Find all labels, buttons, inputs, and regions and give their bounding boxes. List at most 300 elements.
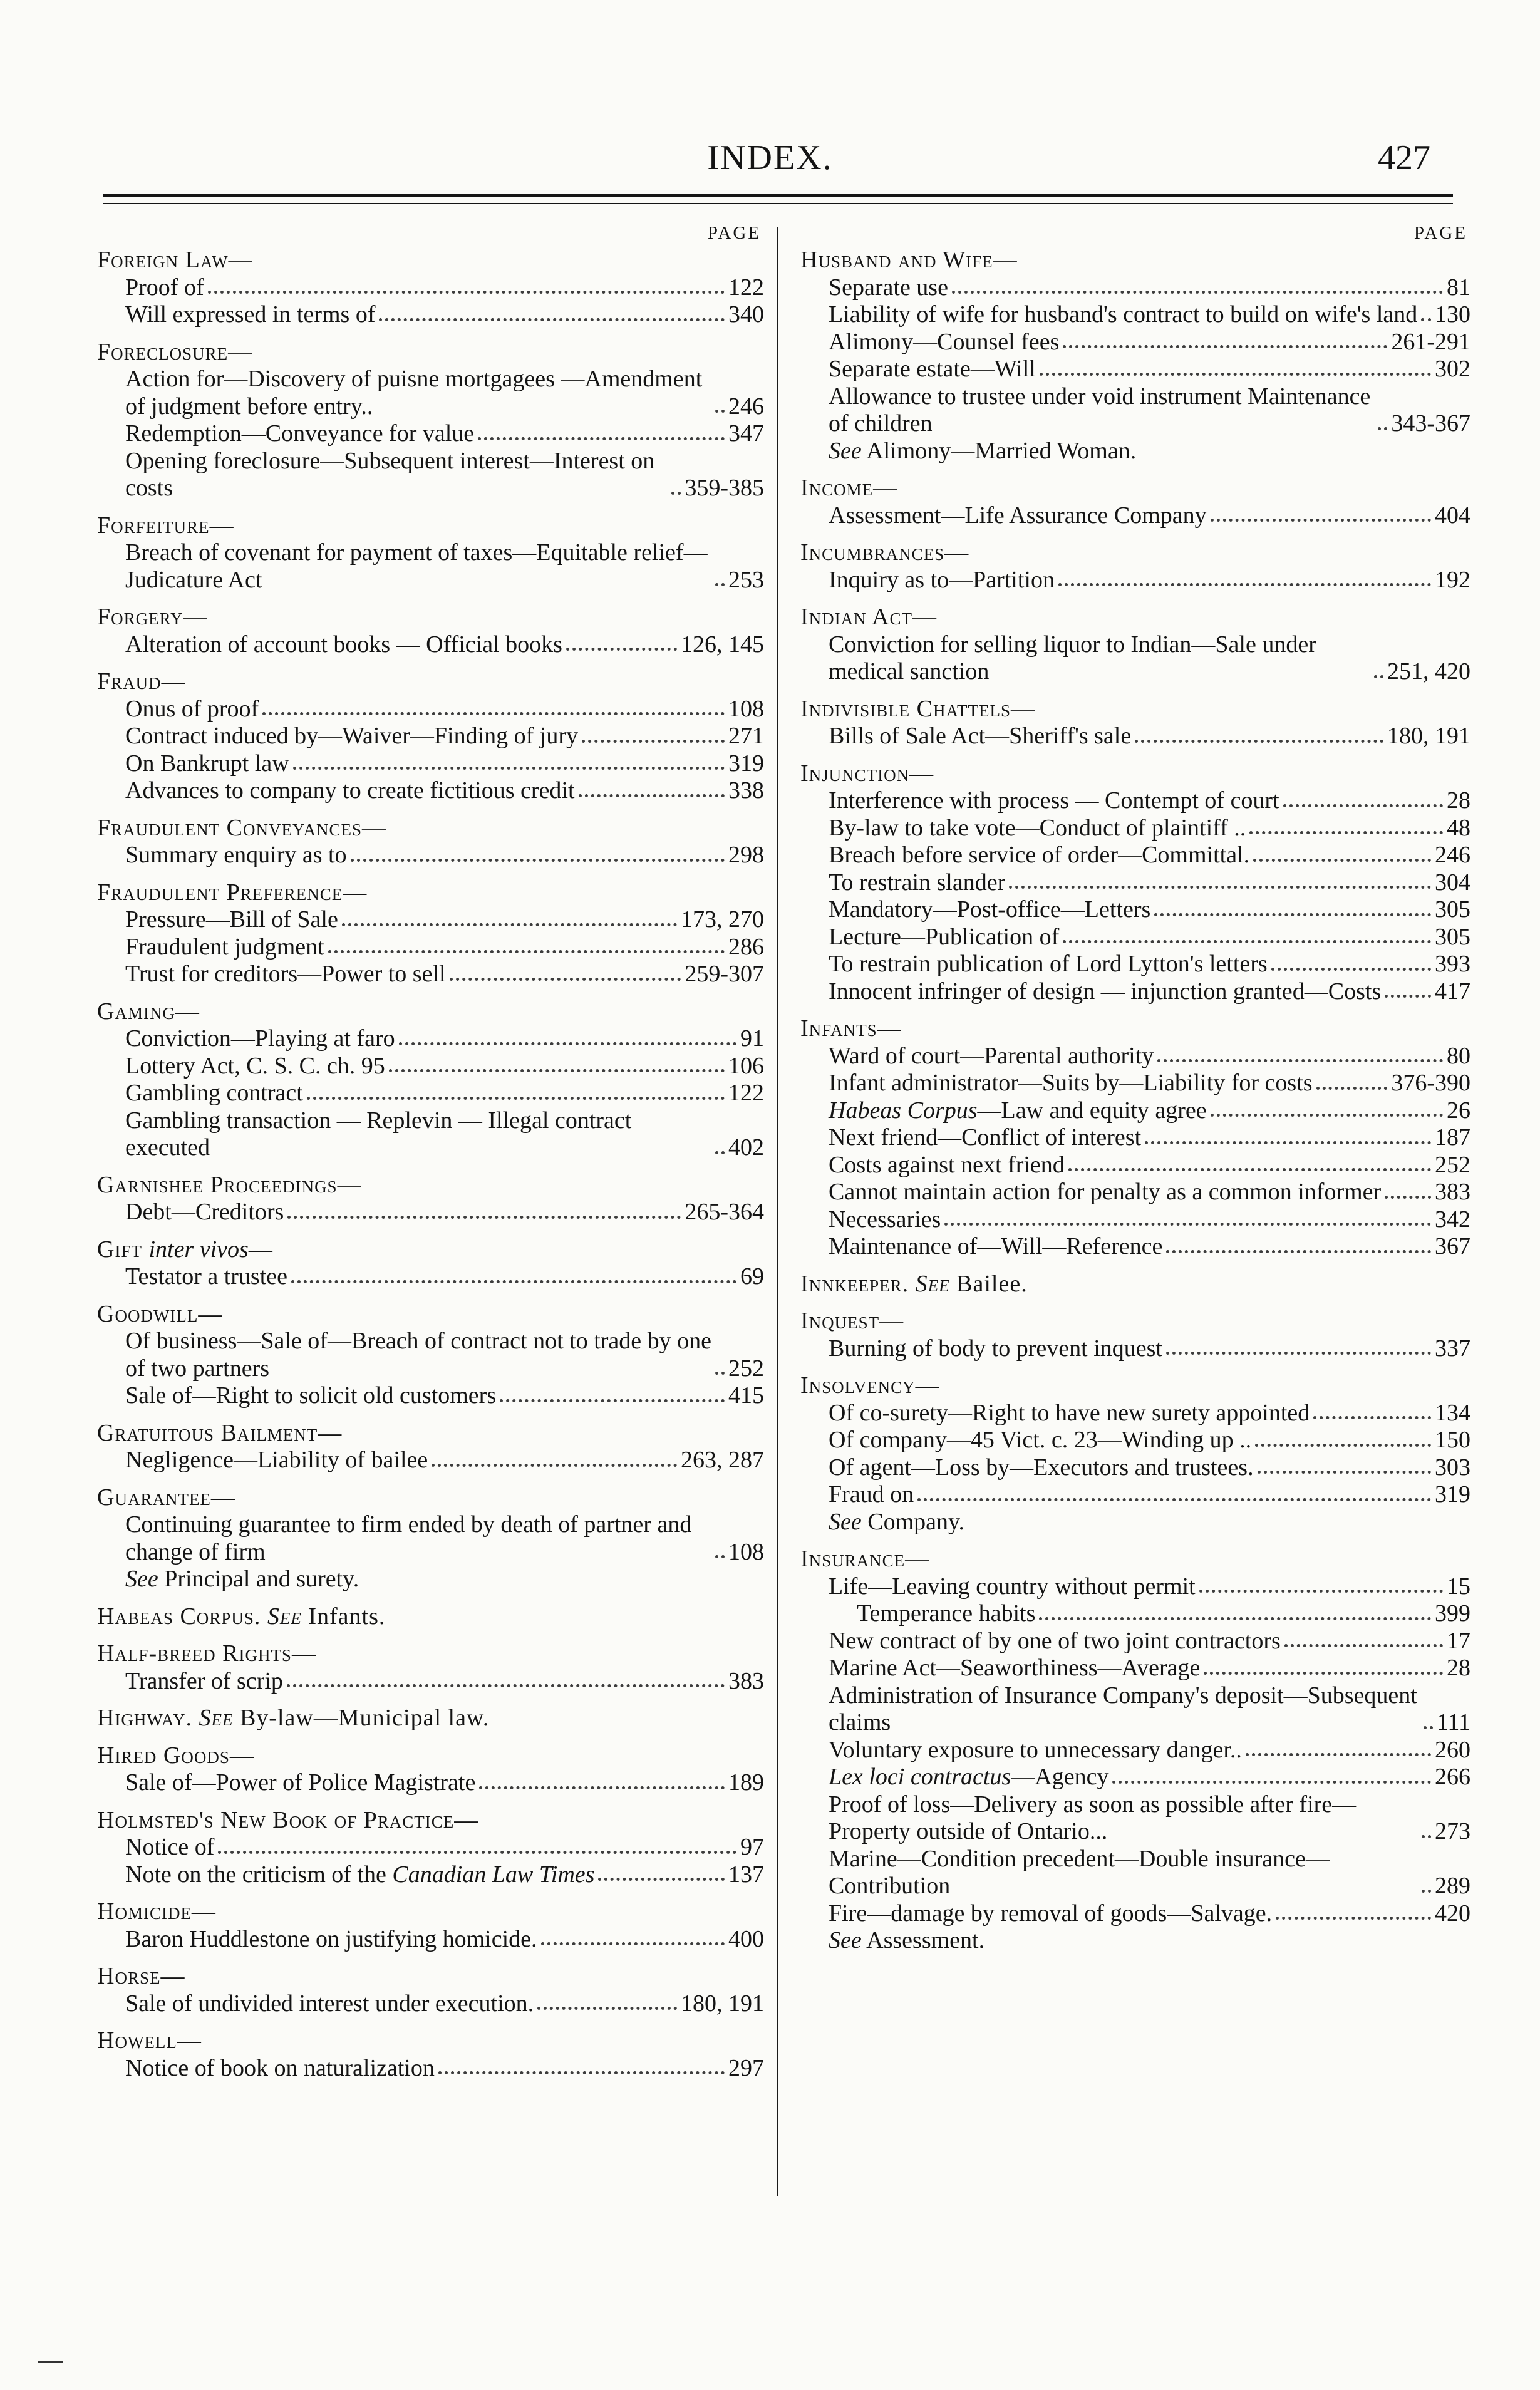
page-reference: 359-385 xyxy=(685,475,764,501)
dot-leader xyxy=(1276,1917,1431,1920)
dot-leader xyxy=(1246,1753,1431,1756)
dot-leader xyxy=(715,1151,725,1154)
page-reference: 271 xyxy=(728,723,764,749)
sub-entry-text xyxy=(829,356,1036,383)
sub-entry-text-part: Of company—45 Vict. c. 23—Winding up .. xyxy=(829,1427,1252,1453)
page-reference: 91 xyxy=(740,1025,764,1052)
index-entry xyxy=(97,1640,764,1695)
page-reference: 337 xyxy=(1435,1335,1470,1362)
index-entry xyxy=(800,247,1470,465)
sub-entry-text xyxy=(125,1447,428,1474)
sub-entry-text-part: Contract induced by—Waiver—Finding of jury xyxy=(125,723,579,749)
entry-heading xyxy=(97,1963,764,1990)
sub-entry-text xyxy=(829,842,1249,869)
sub-entry-text-part: Sale of—Power of Police Magistrate xyxy=(125,1769,476,1796)
page-reference: 106 xyxy=(728,1052,764,1079)
sub-entry-text-part: Assessment. xyxy=(866,1927,985,1953)
sub-entry-text xyxy=(829,567,1055,594)
page-reference: 17 xyxy=(1447,1627,1470,1654)
sub-entry-text-part: Lottery Act, C. S. C. ch. 95 xyxy=(125,1052,385,1079)
dot-leader xyxy=(1258,1471,1431,1474)
page-reference: 404 xyxy=(1435,502,1470,529)
sub-entry-text-part: —Agency xyxy=(1011,1764,1109,1790)
sub-entry-text-part: Interference with process — Contempt of court xyxy=(829,787,1279,814)
page-column-label: PAGE xyxy=(707,223,761,243)
entry-heading xyxy=(800,1546,1470,1573)
sub-entry-text xyxy=(125,420,474,448)
sub-entry xyxy=(97,1263,764,1291)
sub-entry-text xyxy=(829,1682,1420,1737)
sub-entry-text-part: Of agent—Loss by—Executors and trustees. xyxy=(829,1454,1254,1481)
dot-leader xyxy=(438,2071,725,2074)
sub-entry xyxy=(97,274,764,302)
index-entry xyxy=(800,604,1470,686)
sub-entry xyxy=(800,1124,1470,1152)
sub-entry xyxy=(800,924,1470,951)
page-reference: 137 xyxy=(728,1861,764,1888)
heading-text: Holmsted's New Book of Practice— xyxy=(97,1806,479,1833)
dot-leader xyxy=(399,1042,736,1045)
dot-leader xyxy=(1145,1141,1431,1144)
dot-leader xyxy=(1255,1444,1431,1447)
index-entry xyxy=(97,1301,764,1410)
index-column-right xyxy=(800,219,1470,1955)
dot-leader xyxy=(500,1399,725,1402)
entry-heading xyxy=(97,2027,764,2055)
page-reference: 304 xyxy=(1435,869,1470,896)
sub-entry-text-part: Fraudulent judgment xyxy=(125,933,324,960)
sub-entry-text xyxy=(829,1427,1251,1454)
heading-text: Fraudulent Preference— xyxy=(97,879,368,906)
heading-text: Hired Goods— xyxy=(97,1742,254,1769)
page-reference: 286 xyxy=(728,933,764,960)
sub-entry-text xyxy=(829,1900,1272,1928)
dot-leader xyxy=(1249,831,1443,834)
heading-text: Guarantee— xyxy=(97,1484,235,1511)
sub-entry-text-part: Cannot maintain action for penalty as a common informer xyxy=(829,1179,1382,1205)
see-reference: See xyxy=(829,1508,862,1535)
dot-leader xyxy=(1157,1059,1443,1062)
sub-entry-text-part: Next friend—Conflict of interest xyxy=(829,1124,1142,1151)
cross-reference-text: Infants. xyxy=(308,1603,386,1630)
dot-leader xyxy=(917,1498,1431,1501)
sub-entry-text-part: Innocent infringer of design — injunction granted—Costs xyxy=(829,978,1382,1005)
heading-text: Insurance— xyxy=(800,1546,930,1572)
sub-entry xyxy=(97,539,764,594)
sub-entry-text xyxy=(829,1097,1207,1125)
sub-entry-text xyxy=(829,723,1131,750)
dot-leader xyxy=(1284,1644,1443,1647)
sub-entry xyxy=(800,502,1470,530)
sub-entry-text xyxy=(125,842,347,869)
sub-entry xyxy=(97,448,764,502)
dot-leader xyxy=(1211,519,1431,522)
page-reference: 342 xyxy=(1435,1206,1470,1233)
sub-entry xyxy=(800,383,1470,438)
page-reference: 393 xyxy=(1435,951,1470,977)
dot-leader xyxy=(1374,675,1383,678)
column-divider xyxy=(777,227,778,2196)
sub-entry xyxy=(97,1199,764,1226)
dot-leader xyxy=(1135,740,1383,743)
entry-heading xyxy=(800,475,1470,502)
sub-entry xyxy=(800,1764,1470,1791)
index-entry xyxy=(97,1236,764,1291)
sub-entry xyxy=(97,1080,764,1107)
sub-entry-text-part: Maintenance of—Will—Reference xyxy=(829,1233,1163,1260)
cross-reference-text: Bailee. xyxy=(956,1270,1028,1297)
sub-entry xyxy=(800,1509,1470,1536)
sub-entry xyxy=(800,438,1470,465)
sub-entry xyxy=(97,631,764,659)
sub-entry-text-part: Advances to company to create fictitious credit xyxy=(125,777,575,804)
sub-entry xyxy=(97,696,764,723)
sub-entry-text-part: Onus of proof xyxy=(125,695,259,722)
index-entry xyxy=(800,1015,1470,1261)
page-reference: 134 xyxy=(1435,1399,1470,1426)
sub-entry-text xyxy=(125,1025,395,1053)
page-reference: 367 xyxy=(1435,1233,1470,1260)
sub-entry-text-part: Alimony—Married Woman. xyxy=(866,437,1137,464)
page-reference: 111 xyxy=(1436,1709,1470,1736)
sub-entry xyxy=(800,842,1470,869)
sub-entry-text xyxy=(829,924,1059,951)
page-reference: 399 xyxy=(1435,1600,1470,1627)
dot-leader xyxy=(537,2007,677,2010)
sub-entry-text xyxy=(829,1400,1310,1427)
page-column-label: PAGE xyxy=(1413,223,1467,243)
heading-text: Foreign Law— xyxy=(97,247,253,273)
sub-entry-text-part: Separate estate—Will xyxy=(829,356,1036,382)
dot-leader xyxy=(291,1280,736,1283)
dot-leader xyxy=(1039,1617,1431,1620)
see-reference: See xyxy=(829,437,862,464)
page-reference: 383 xyxy=(728,1667,764,1694)
sub-entry-text xyxy=(857,1600,1035,1628)
sub-entry-text xyxy=(125,301,375,329)
dot-leader xyxy=(715,1372,725,1375)
print-mark xyxy=(38,2361,63,2363)
sub-entry-text-part: Summary enquiry as to xyxy=(125,842,347,868)
sub-entry-text-part: To restrain publication of Lord Lytton's letters xyxy=(829,951,1268,977)
page-reference: 28 xyxy=(1447,1655,1470,1681)
entry-heading xyxy=(97,339,764,366)
heading-text: Incumbrances— xyxy=(800,539,969,566)
sub-entry-text xyxy=(125,1834,214,1861)
see-reference: See xyxy=(199,1705,234,1731)
index-entry xyxy=(800,760,1470,1006)
sub-entry xyxy=(97,420,764,448)
index-entry xyxy=(800,1372,1470,1536)
page-reference: 187 xyxy=(1435,1124,1470,1151)
sub-entry-text-part: Administration of Insurance Company's deposit—Subsequent claims xyxy=(829,1682,1417,1736)
sub-entry-text-part: Assessment—Life Assurance Company xyxy=(829,502,1207,529)
index-entry xyxy=(800,1308,1470,1362)
entry-heading xyxy=(800,696,1470,723)
sub-entry-text xyxy=(829,896,1150,924)
sub-entry xyxy=(97,1926,764,1953)
dot-leader xyxy=(1385,995,1431,998)
page-reference: 130 xyxy=(1435,301,1470,328)
sub-entry-text xyxy=(829,274,948,302)
sub-entry xyxy=(97,906,764,934)
page-reference: 189 xyxy=(728,1769,764,1796)
dot-leader xyxy=(287,1216,681,1219)
sub-entry xyxy=(800,1927,1470,1955)
sub-entry-text-part: Marine—Condition precedent—Double insurance—Contribution xyxy=(829,1845,1330,1899)
sub-entry-text-part: Opening foreclosure—Subsequent interest—Interest on costs xyxy=(125,447,655,501)
heading-text: Injunction— xyxy=(800,760,934,787)
index-entry xyxy=(97,1742,764,1797)
dot-leader xyxy=(566,648,677,651)
index-entry xyxy=(97,879,764,988)
sub-entry xyxy=(97,1861,764,1889)
sub-entry xyxy=(800,723,1470,750)
page-reference: 108 xyxy=(728,1538,764,1565)
dot-leader xyxy=(379,318,725,321)
sub-entry-text xyxy=(829,1764,1108,1791)
sub-entry-text xyxy=(125,2055,435,2082)
sub-entry-text xyxy=(829,438,1136,465)
sub-entry-text xyxy=(829,815,1246,842)
sub-entry-text-part: Redemption—Conveyance for value xyxy=(125,420,475,447)
dot-leader xyxy=(1385,1196,1431,1199)
page-reference: 319 xyxy=(1435,1481,1470,1508)
entry-heading xyxy=(97,815,764,842)
page-header xyxy=(0,0,1540,188)
sub-entry-text-part: Debt—Creditors xyxy=(125,1199,284,1225)
index-entry xyxy=(97,1705,764,1732)
index-column-left xyxy=(97,219,764,2082)
sub-entry xyxy=(800,567,1470,594)
page-reference: 319 xyxy=(728,750,764,777)
page-reference: 263, 287 xyxy=(681,1447,764,1473)
page-reference: 126, 145 xyxy=(681,631,764,658)
index-entry xyxy=(97,1603,764,1631)
page-reference: 376-390 xyxy=(1391,1070,1470,1096)
dot-leader xyxy=(450,978,681,981)
page-reference: 260 xyxy=(1435,1736,1470,1763)
page-reference: 289 xyxy=(1435,1873,1470,1899)
sub-entry-text xyxy=(829,329,1059,356)
sub-entry-text-part: Notice of book on naturalization xyxy=(125,2054,435,2081)
sub-entry-text xyxy=(125,631,562,659)
sub-entry-text xyxy=(125,366,711,420)
entry-heading xyxy=(97,1484,764,1512)
heading-text: Garnishee Proceedings— xyxy=(97,1171,362,1198)
page-reference: 246 xyxy=(1435,842,1470,868)
sub-entry-text-part: Lecture—Publication of xyxy=(829,923,1060,950)
sub-entry xyxy=(800,1628,1470,1655)
dot-leader xyxy=(1058,583,1431,586)
heading-text: Gift xyxy=(97,1236,149,1263)
dot-leader xyxy=(715,410,725,413)
sub-entry xyxy=(800,1152,1470,1179)
page-reference: 28 xyxy=(1447,787,1470,814)
dot-leader xyxy=(328,950,725,953)
sub-entry xyxy=(97,1511,764,1566)
sub-entry xyxy=(800,1454,1470,1482)
index-entry xyxy=(97,815,764,869)
index-entry xyxy=(97,604,764,658)
dot-leader xyxy=(715,583,725,586)
sub-entry xyxy=(97,1053,764,1080)
index-entry xyxy=(97,1963,764,2017)
heading-text: Fraudulent Conveyances— xyxy=(97,814,386,841)
sub-entry xyxy=(800,815,1470,842)
sub-entry xyxy=(800,1900,1470,1928)
sub-entry xyxy=(97,1668,764,1695)
dot-leader xyxy=(1063,345,1387,348)
heading-text: Innkeeper. xyxy=(800,1270,909,1297)
sub-entry-text-part: Negligence—Liability of bailee xyxy=(125,1447,428,1473)
page-reference: 305 xyxy=(1435,923,1470,950)
entry-heading xyxy=(97,1742,764,1770)
see-reference: See xyxy=(267,1603,302,1630)
page-reference: 302 xyxy=(1435,356,1470,382)
sub-entry-text xyxy=(125,750,289,778)
entry-heading xyxy=(800,760,1470,788)
sub-entry-text-part: Testator a trustee xyxy=(125,1263,288,1290)
heading-text: Gaming— xyxy=(97,998,200,1025)
dot-leader xyxy=(1283,804,1443,807)
sub-entry-text-part: Liability of wife for husband's contract to build on wife's land xyxy=(829,301,1418,328)
dot-leader xyxy=(287,1684,725,1687)
sub-entry-text xyxy=(125,934,324,961)
heading-text: Husband and Wife— xyxy=(800,247,1018,273)
sub-entry-text-part: By-law to take vote—Conduct of plaintiff .. xyxy=(829,814,1246,841)
dot-leader xyxy=(342,923,677,926)
heading-text: Half-breed Rights— xyxy=(97,1640,316,1667)
sub-entry-text-part: Proof of loss—Delivery as soon as possible after fire—Property outside of Ontario... xyxy=(829,1791,1357,1844)
dot-leader xyxy=(1068,1168,1431,1171)
dot-leader xyxy=(1166,1352,1431,1355)
entry-heading xyxy=(97,1640,764,1668)
sub-entry xyxy=(800,1179,1470,1206)
entry-heading xyxy=(800,604,1470,631)
sub-entry-text xyxy=(125,777,575,805)
header-rule xyxy=(103,194,1453,197)
sub-entry-text xyxy=(125,274,204,302)
sub-entry xyxy=(800,1043,1470,1070)
index-entry xyxy=(800,475,1470,529)
heading-text: Habeas Corpus. xyxy=(97,1603,261,1630)
sub-entry-text-part: Marine Act—Seaworthiness—Average xyxy=(829,1655,1201,1681)
dot-leader xyxy=(1313,1416,1431,1419)
sub-entry xyxy=(97,1107,764,1162)
entry-heading xyxy=(97,1898,764,1926)
sub-entry xyxy=(800,1573,1470,1601)
dot-leader xyxy=(1063,940,1431,943)
dot-leader xyxy=(218,1851,736,1854)
sub-entry-italic: Lex loci contractus xyxy=(829,1764,1011,1790)
sub-entry-text xyxy=(829,1791,1418,1846)
sub-entry-text xyxy=(829,978,1381,1006)
sub-entry-text xyxy=(829,1070,1313,1097)
entry-heading xyxy=(97,1705,764,1732)
sub-entry-text xyxy=(125,448,668,502)
sub-entry-text xyxy=(125,906,338,934)
entry-heading xyxy=(97,1807,764,1834)
dot-leader xyxy=(1166,1250,1431,1253)
heading-italic-text: inter vivos xyxy=(148,1236,249,1263)
sub-entry-text-part: Of business—Sale of—Breach of contract not to trade by one of two partners xyxy=(125,1328,712,1382)
heading-text: Goodwill— xyxy=(97,1300,223,1327)
index-entry xyxy=(97,1484,764,1593)
heading-tail: — xyxy=(248,1236,273,1263)
sub-entry-text-part: Alteration of account books — Official books xyxy=(125,631,562,658)
page-reference: 173, 270 xyxy=(681,906,764,933)
dot-leader xyxy=(1154,913,1431,916)
sub-entry-text xyxy=(125,696,259,723)
sub-entry xyxy=(800,1070,1470,1097)
sub-entry xyxy=(800,1427,1470,1454)
sub-entry-text-part: Inquiry as to—Partition xyxy=(829,566,1055,593)
sub-entry xyxy=(800,1846,1470,1900)
page-reference: 252 xyxy=(1435,1151,1470,1178)
sub-entry-text-part: Sale of—Right to solicit old customers xyxy=(125,1382,497,1409)
sub-entry-text xyxy=(125,1053,385,1080)
sub-entry-text-part: Will expressed in terms of xyxy=(125,301,376,328)
page-reference: 150 xyxy=(1435,1427,1470,1453)
page-reference: 420 xyxy=(1435,1900,1470,1927)
page-reference: 261-291 xyxy=(1391,328,1470,355)
entry-heading xyxy=(97,512,764,540)
entry-heading xyxy=(97,247,764,274)
page-reference: 338 xyxy=(728,777,764,804)
page-reference: 402 xyxy=(728,1134,764,1161)
heading-text: Foreclosure— xyxy=(97,338,253,365)
index-entry xyxy=(800,1271,1470,1298)
sub-entry-text-part: Action for—Discovery of puisne mortgagees —Amendment of judgment before entry.. xyxy=(125,366,703,420)
sub-entry-text-part: Note on the criticism of the xyxy=(125,1861,393,1888)
page-reference: 340 xyxy=(728,301,764,328)
dot-leader xyxy=(1211,1114,1443,1117)
index-entry xyxy=(97,1807,764,1889)
sub-entry xyxy=(97,842,764,869)
sub-entry xyxy=(97,1834,764,1861)
sub-entry-text xyxy=(829,1573,1196,1601)
page-reference: 266 xyxy=(1435,1764,1470,1790)
heading-text: Income— xyxy=(800,475,898,501)
dot-leader xyxy=(1204,1672,1443,1675)
index-entry xyxy=(97,1898,764,1953)
dot-leader xyxy=(598,1878,725,1881)
dot-leader xyxy=(1316,1087,1388,1090)
sub-entry-text-part: Pressure—Bill of Sale xyxy=(125,906,338,933)
sub-entry-text xyxy=(829,1233,1162,1261)
sub-entry xyxy=(800,1600,1470,1628)
dot-leader xyxy=(944,1223,1431,1226)
heading-text: Forfeiture— xyxy=(97,512,234,539)
dot-leader xyxy=(671,492,681,495)
dot-leader xyxy=(432,1464,677,1467)
sub-entry-text-part: Burning of body to prevent inquest xyxy=(829,1335,1162,1362)
sub-entry-text xyxy=(829,1206,941,1234)
sub-entry-text-part: Costs against next friend xyxy=(829,1151,1065,1178)
sub-entry-text-part: Temperance habits xyxy=(857,1600,1036,1627)
heading-text: Fraud— xyxy=(97,668,186,695)
sub-entry-text xyxy=(829,1335,1162,1363)
dot-leader xyxy=(307,1097,725,1100)
sub-entry xyxy=(97,1025,764,1053)
page-reference: 415 xyxy=(728,1382,764,1409)
sub-entry xyxy=(97,777,764,805)
sub-entry xyxy=(97,2055,764,2082)
page-reference: 15 xyxy=(1447,1573,1470,1600)
page-title: INDEX. xyxy=(707,138,833,177)
header-rule-thin xyxy=(103,203,1453,204)
